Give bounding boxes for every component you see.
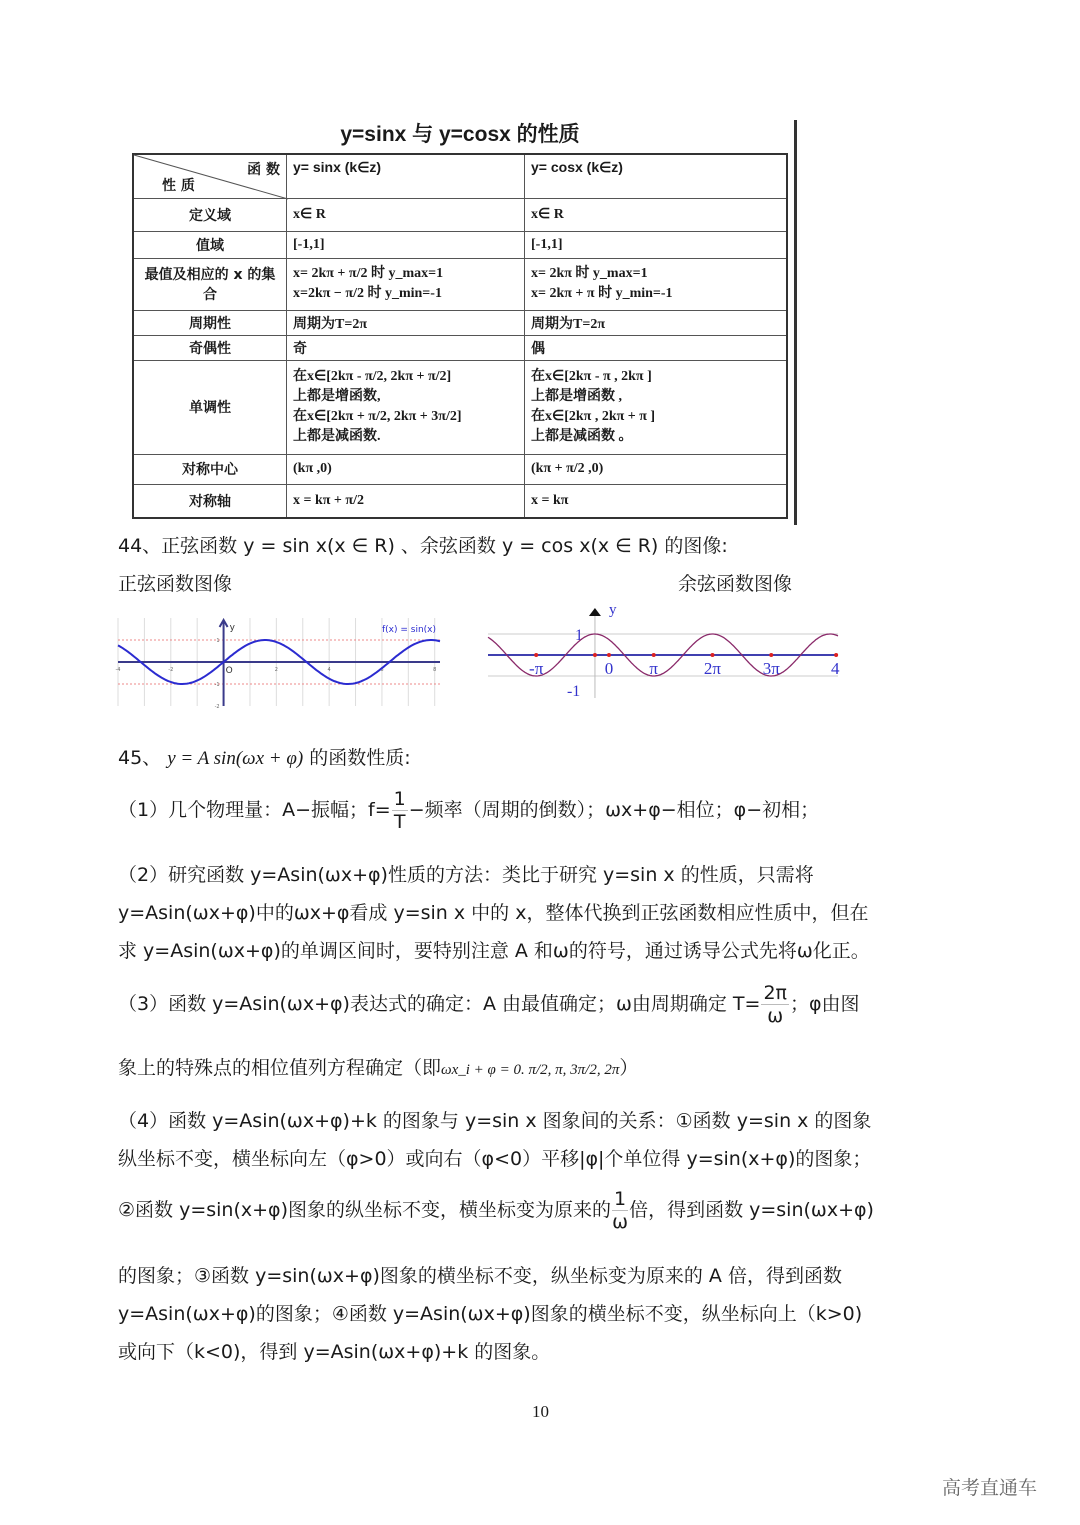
y-tick-label: -2	[214, 704, 220, 710]
x-tick-label: 0	[604, 659, 614, 678]
heading-tail: 的函数性质:	[309, 747, 411, 769]
row-label: 周期性	[133, 310, 287, 335]
corner-cell	[133, 154, 287, 198]
p4-line-5: y=Asin(ωx+φ)的图象；④函数 y=Asin(ωx+φ)图象的横坐标不变，纵坐标向上（k>0)	[118, 1303, 863, 1325]
p2-line-1: （2）研究函数 y=Asin(ωx+φ)性质的方法：类比于研究 y=sin x 的性质，只需将	[118, 864, 814, 886]
p1-text-b: −频率（周期的倒数）；ωx+φ−相位；φ−初相；	[408, 799, 820, 821]
cos-cell: 周期为T=2π	[525, 310, 788, 335]
x-tick-label: 2π	[703, 659, 722, 678]
p2-line-2: y=Asin(ωx+φ)中的ωx+φ看成 y=sin x 中的 x，整体代换到正弦函数相应性质中，但在	[118, 902, 869, 924]
y-tick-label: 1	[574, 627, 583, 644]
frac-1-over-omega	[612, 1188, 628, 1233]
y-tick-label: -1	[214, 682, 220, 688]
tick-dot	[652, 653, 656, 657]
sin-max-line: x= 2kπ + π/2 时 y_max=1	[293, 266, 444, 281]
section-44-heading: 44、正弦函数 y = sin x(x ∈ R) 、余弦函数 y = cos x(x ∈ R) 的图像:	[118, 535, 728, 557]
table-title: y=sinx 与 y=cosx 的性质	[340, 123, 580, 146]
sin-cell: [-1,1]	[287, 231, 525, 258]
x-tick-label: 6	[380, 667, 384, 673]
origin-label: O	[225, 666, 233, 676]
table-row	[133, 454, 787, 484]
frac-numerator: 1	[613, 1188, 627, 1210]
page-number: 10	[532, 1402, 549, 1421]
frac-denominator: T	[393, 811, 406, 833]
p4-line-3	[118, 1188, 874, 1233]
x-tick-label: 2	[274, 667, 278, 673]
tick-dot	[534, 653, 538, 657]
p3-text-b: ；φ由图	[790, 993, 860, 1015]
p4-line-3-text-a: ②函数 y=sin(x+φ)图象的纵坐标不变，横坐标变为原来的	[118, 1199, 611, 1221]
table-header-row	[133, 154, 787, 198]
x-tick-label: 3π	[762, 659, 780, 678]
p4-line-6: 或向下（k<0)，得到 y=Asin(ωx+φ)+k 的图象。	[118, 1341, 551, 1363]
cos-cell: [-1,1]	[525, 231, 788, 258]
sin-mono-line: 上都是增函数,	[293, 389, 381, 404]
corner-bottom-label: 性 质	[162, 177, 195, 194]
cos-mono-line: 上都是增函数 ,	[531, 389, 622, 404]
tick-dot	[710, 653, 714, 657]
sin-cell	[287, 360, 525, 454]
cos-graph-caption: 余弦函数图像	[678, 573, 793, 595]
p1-text-a: （1）几个物理量：A−振幅；f=	[118, 799, 391, 821]
table-row	[133, 231, 787, 258]
table-row	[133, 360, 787, 454]
row-label: 单调性	[133, 360, 287, 454]
row-label: 值域	[133, 231, 287, 258]
frac-numerator: 2π	[763, 982, 787, 1004]
cos-header: y= cosx (k∈z)	[525, 154, 788, 198]
x-tick-label: -π	[529, 659, 544, 678]
sin-min-line: x=2kπ − π/2 时 y_min=-1	[293, 286, 442, 301]
cos-cell: x∈ R	[525, 198, 788, 231]
sin-mono-line: 上都是减函数.	[293, 429, 381, 444]
sin-cell: 奇	[287, 335, 525, 360]
section-45-heading	[118, 745, 411, 772]
row-label: 定义域	[133, 198, 287, 231]
cosine-graph	[488, 598, 838, 698]
sin-cell: x∈ R	[287, 198, 525, 231]
paragraph-1	[118, 788, 819, 833]
p3-text-a: （3）函数 y=Asin(ωx+φ)表达式的确定：A 由最值确定；ω由周期确定 T=	[118, 993, 761, 1015]
sin-cell: x = kπ + π/2	[287, 484, 525, 518]
cos-cell	[525, 360, 788, 454]
table-row	[133, 335, 787, 360]
row-label: 奇偶性	[133, 335, 287, 360]
table-row	[133, 484, 787, 518]
sin-cell: 周期为T=2π	[287, 310, 525, 335]
margin-rule	[794, 120, 797, 525]
x-tick-label: -4	[115, 667, 121, 673]
p3-line-2-text: 象上的特殊点的相位值列方程确定（即	[118, 1057, 442, 1079]
cos-cell: (kπ + π/2 ,0)	[525, 454, 788, 484]
cos-mono-line: 在x∈[2kπ , 2kπ + π ]	[531, 409, 656, 424]
sin-mono-line: 在x∈[2kπ + π/2, 2kπ + 3π/2]	[293, 409, 462, 424]
heading-formula: y = A sin(ωx + φ)	[167, 748, 304, 769]
sin-graph-caption: 正弦函数图像	[118, 573, 233, 595]
y-axis-label: y	[229, 623, 235, 633]
frac-1-over-T	[392, 788, 408, 833]
frac-denominator: ω	[612, 1211, 628, 1233]
cos-mono-line: 在x∈[2kπ - π , 2kπ ]	[531, 369, 652, 384]
p4-line-1: （4）函数 y=Asin(ωx+φ)+k 的图象与 y=sin x 图象间的关系：①函数 y=sin x 的图象	[118, 1110, 872, 1132]
sin-cell: (kπ ,0)	[287, 454, 525, 484]
tick-dot	[607, 653, 611, 657]
p3-line-2-end: ）	[619, 1057, 639, 1079]
x-tick-label: 4	[327, 667, 331, 673]
properties-table	[132, 153, 788, 519]
x-tick-label: π	[649, 659, 659, 678]
frac-2pi-over-omega	[761, 982, 789, 1027]
phase-equation: ωx_i + φ = 0. π/2, π, 3π/2, 2π	[441, 1062, 620, 1078]
y-axis-arrow-icon	[589, 608, 601, 616]
row-label: 最值及相应的 x 的集合	[133, 258, 287, 310]
cos-cell: 偶	[525, 335, 788, 360]
p3-line-1	[118, 982, 860, 1027]
heading-number: 45、	[118, 747, 162, 769]
cos-mono-line: 上都是减函数 。	[531, 429, 633, 444]
row-label: 对称轴	[133, 484, 287, 518]
x-tick-label: 8	[433, 667, 437, 673]
p2-line-3: 求 y=Asin(ωx+φ)的单调区间时，要特别注意 A 和ω的符号，通过诱导公式先将ω化正。	[118, 940, 870, 962]
sin-cell	[287, 258, 525, 310]
frac-denominator: ω	[767, 1005, 784, 1027]
x-tick-label: 4	[830, 659, 840, 678]
corner-top-label: 函 数	[247, 162, 280, 178]
table-row	[133, 310, 787, 335]
tick-dot	[834, 653, 838, 657]
y-axis-label: y	[608, 602, 617, 618]
sin-mono-line: 在x∈[2kπ - π/2, 2kπ + π/2]	[293, 369, 452, 384]
watermark: 高考直通车	[942, 1477, 1038, 1499]
tick-dot	[593, 653, 597, 657]
table-row	[133, 258, 787, 310]
cos-cell	[525, 258, 788, 310]
p4-line-4: 的图象；③函数 y=sin(ωx+φ)图象的横坐标不变，纵坐标变为原来的 A 倍，得到函数	[118, 1265, 842, 1287]
p4-line-2: 纵坐标不变，横坐标向左（φ>0）或向右（φ<0）平移|φ|个单位得 y=sin(x+φ)的图象；	[118, 1148, 872, 1170]
legend-label: f(x) = sin(x)	[381, 625, 436, 635]
table-row	[133, 198, 787, 231]
row-label: 对称中心	[133, 454, 287, 484]
sine-graph	[115, 618, 440, 710]
cos-cell: x = kπ	[525, 484, 788, 518]
x-tick-label: -2	[168, 667, 174, 673]
frac-numerator: 1	[393, 788, 406, 810]
y-tick-label: 1	[216, 638, 220, 644]
tick-dot	[769, 653, 773, 657]
p4-line-3-text-b: 倍，得到函数 y=sin(ωx+φ)	[629, 1199, 874, 1221]
cos-max-line: x= 2kπ 时 y_max=1	[531, 266, 648, 281]
cos-min-line: x= 2kπ + π 时 y_min=-1	[531, 286, 673, 301]
y-tick-label: -1	[566, 683, 581, 700]
sin-header: y= sinx (k∈z)	[287, 154, 525, 198]
p3-line-2	[118, 1055, 638, 1083]
